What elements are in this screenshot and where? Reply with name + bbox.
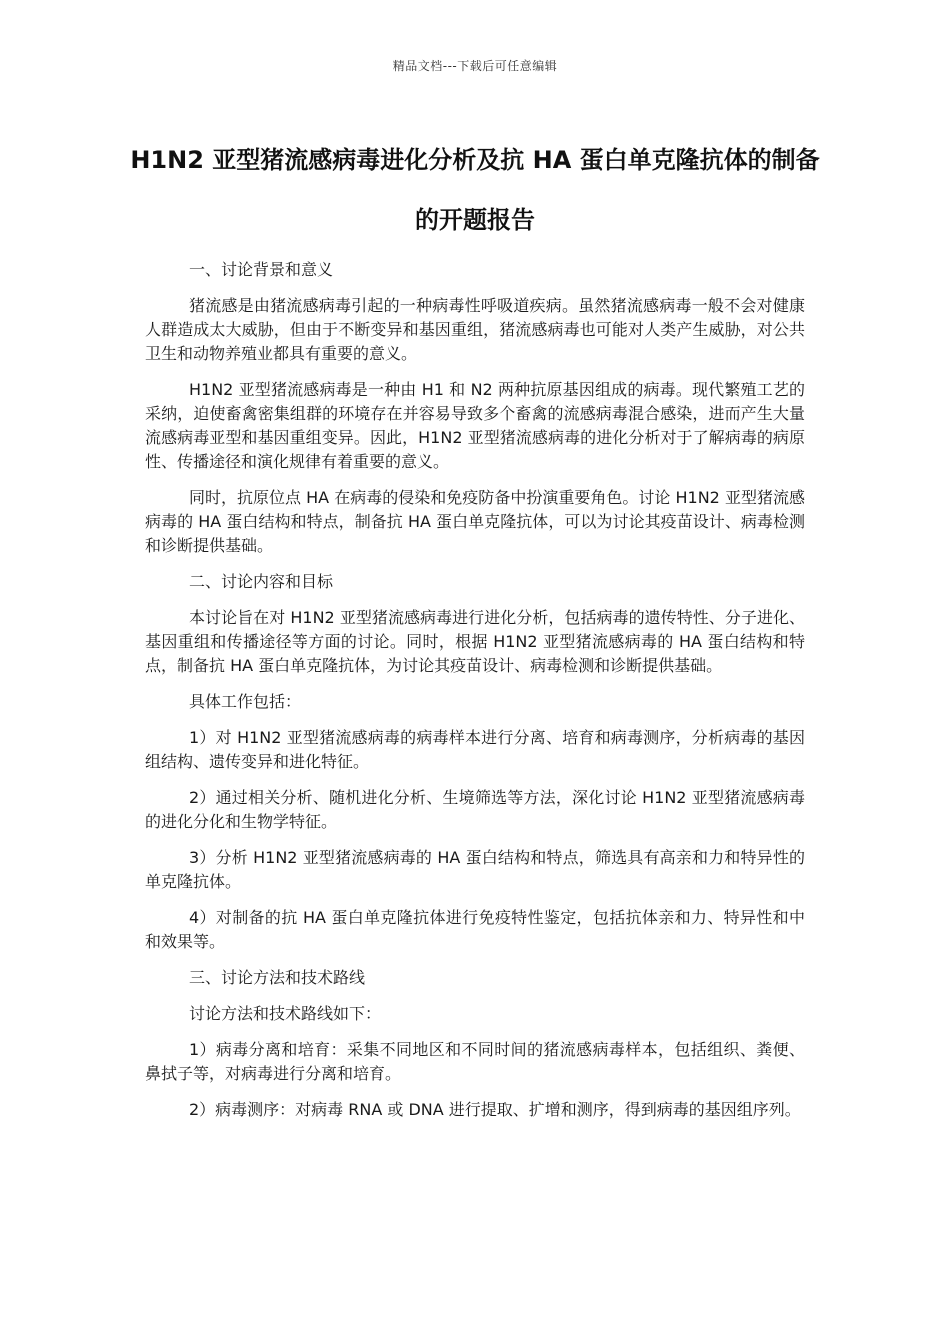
section-heading-content-goals: 二、讨论内容和目标 — [189, 572, 334, 591]
paragraph-h1n2-description: H1N2 亚型猪流感病毒是一种由 H1 和 N2 两种抗原基因组成的病毒。现代繁殖工艺的采纳，迫使畜禽密集组群的环境存在并容易导致多个畜禽的流感病毒混合感染，进而产生大量流感病毒亚型和基因重组变异。因此，H1N2 亚型猪流感病毒的进化分析对于了解病毒的病原性、传播途径和演化规律有着重要的意义。 — [145, 380, 805, 471]
list-item-method-1: 1）病毒分离和培育：采集不同地区和不同时间的猪流感病毒样本，包括组织、粪便、鼻拭子等，对病毒进行分离和培育。 — [145, 1040, 805, 1083]
section-heading-methods: 三、讨论方法和技术路线 — [189, 968, 366, 987]
header-note: 精品文档---下载后可任意编辑 — [392, 59, 558, 73]
list-item-method-2: 2）病毒测序：对病毒 RNA 或 DNA 进行提取、扩增和测序，得到病毒的基因组序列。 — [189, 1100, 801, 1119]
list-item-work-4: 4）对制备的抗 HA 蛋白单克隆抗体进行免疫特性鉴定，包括抗体亲和力、特异性和中和效果等。 — [145, 908, 805, 951]
paragraph-research-aim: 本讨论旨在对 H1N2 亚型猪流感病毒进行进化分析，包括病毒的遗传特性、分子进化、基因重组和传播途径等方面的讨论。同时，根据 H1N2 亚型猪流感病毒的 HA 蛋白结构和特点，制备抗 HA 蛋白单克隆抗体，为讨论其疫苗设计、病毒检测和诊断提供基础。 — [145, 608, 805, 675]
paragraph-methods-intro: 讨论方法和技术路线如下： — [189, 1004, 382, 1023]
paragraph-swine-flu-intro: 猪流感是由猪流感病毒引起的一种病毒性呼吸道疾病。虽然猪流感病毒一般不会对健康人群造成太大威胁，但由于不断变异和基因重组，猪流感病毒也可能对人类产生威胁，对公共卫生和动物养殖业都具有重要的意义。 — [145, 296, 805, 363]
list-item-work-1: 1）对 H1N2 亚型猪流感病毒的病毒样本进行分离、培育和病毒测序，分析病毒的基因组结构、遗传变异和进化特征。 — [145, 728, 805, 771]
document-body — [145, 258, 805, 1134]
section-heading-background: 一、讨论背景和意义 — [189, 260, 334, 279]
list-item-work-3: 3）分析 H1N2 亚型猪流感病毒的 HA 蛋白结构和特点，筛选具有高亲和力和特异性的单克隆抗体。 — [145, 848, 805, 891]
document-title: H1N2 亚型猪流感病毒进化分析及抗 HA 蛋白单克隆抗体的制备的开题报告 — [130, 146, 820, 234]
list-item-work-2: 2）通过相关分析、随机进化分析、生境筛选等方法，深化讨论 H1N2 亚型猪流感病毒的进化分化和生物学特征。 — [145, 788, 805, 831]
paragraph-work-intro: 具体工作包括： — [189, 692, 302, 711]
paragraph-ha-antigen: 同时，抗原位点 HA 在病毒的侵染和免疫防备中扮演重要角色。讨论 H1N2 亚型猪流感病毒的 HA 蛋白结构和特点，制备抗 HA 蛋白单克隆抗体，可以为讨论其疫苗设计、病毒检测和诊断提供基础。 — [145, 488, 805, 555]
